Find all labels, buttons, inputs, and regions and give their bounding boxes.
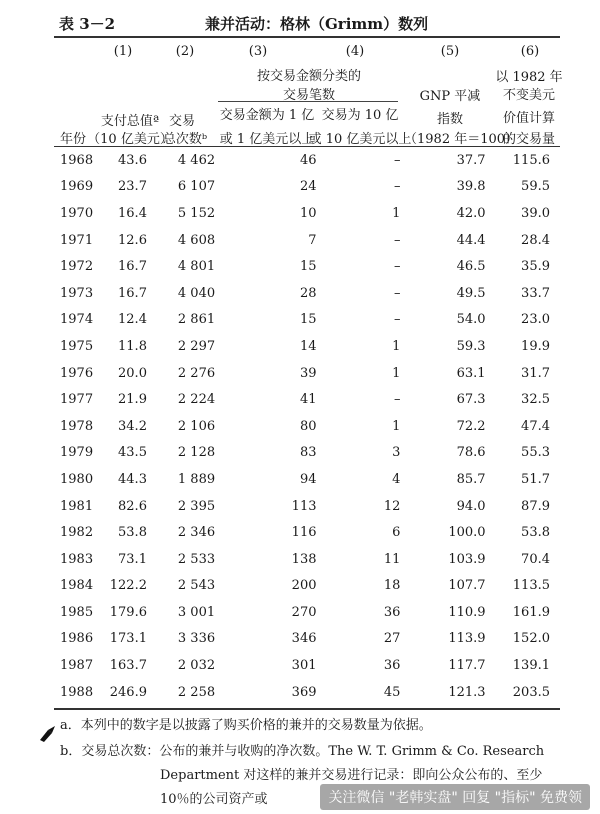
deals-100m-cell: 41 bbox=[299, 392, 317, 408]
constant-dollar-cell: 39.0 bbox=[521, 205, 550, 221]
constant-dollar-cell: 59.5 bbox=[521, 179, 550, 195]
count-cell: 6 107 bbox=[177, 179, 216, 195]
gnp-deflator-cell: 113.9 bbox=[448, 631, 486, 647]
count-cell: 2 276 bbox=[177, 365, 216, 381]
payment-cell: 34.2 bbox=[118, 418, 147, 434]
gnp-deflator-cell: 63.1 bbox=[456, 365, 486, 381]
deals-100m-cell: 46 bbox=[299, 152, 317, 168]
table-row bbox=[54, 386, 560, 413]
deals-100m-cell: 80 bbox=[299, 418, 317, 434]
gnp-deflator-cell: 117.7 bbox=[448, 658, 486, 674]
footnote-b-line1: b．交易总次数：公布的兼并与收购的净次数。The W. T. Grimm & Co. Research bbox=[60, 744, 545, 759]
deals-100m-cell: 28 bbox=[299, 285, 317, 301]
count-cell: 3 336 bbox=[177, 631, 216, 647]
table-row bbox=[54, 626, 560, 653]
year-cell: 1984 bbox=[60, 578, 94, 594]
table-row bbox=[54, 440, 560, 467]
year-cell: 1977 bbox=[60, 392, 94, 408]
constant-dollar-cell: 31.7 bbox=[521, 365, 550, 381]
deals-1b-cell: – bbox=[393, 392, 401, 408]
count-cell: 2 395 bbox=[177, 498, 216, 514]
payment-cell: 16.4 bbox=[118, 205, 147, 221]
constant-dollar-cell: 32.5 bbox=[521, 392, 550, 408]
gnp-deflator-cell: 37.7 bbox=[456, 152, 486, 168]
year-cell: 1981 bbox=[60, 498, 94, 514]
year-cell: 1968 bbox=[60, 152, 94, 168]
table-row bbox=[54, 227, 560, 254]
constant-dollar-cell: 115.6 bbox=[512, 152, 550, 168]
deals-100m-cell: 15 bbox=[299, 259, 317, 275]
col-number-1: (1) bbox=[113, 44, 133, 59]
col6-header-line3: 价值计算 bbox=[502, 111, 555, 126]
pen-cursor-icon bbox=[38, 724, 58, 744]
table-row bbox=[54, 466, 560, 493]
col3-header-line2: 或 1 亿美元以上 bbox=[219, 132, 315, 147]
table-row bbox=[54, 174, 560, 201]
year-cell: 1975 bbox=[60, 338, 94, 354]
deals-100m-cell: 346 bbox=[291, 631, 317, 647]
table-bottom-rule bbox=[54, 708, 560, 710]
deals-1b-cell: 1 bbox=[392, 418, 401, 434]
year-cell: 1973 bbox=[60, 285, 94, 301]
deals-1b-cell: 3 bbox=[392, 445, 401, 461]
gnp-deflator-cell: 78.6 bbox=[456, 445, 486, 461]
table-row bbox=[54, 307, 560, 334]
year-cell: 1985 bbox=[60, 604, 94, 620]
merger-data-table bbox=[54, 147, 560, 705]
table-row bbox=[54, 493, 560, 520]
year-cell: 1988 bbox=[60, 684, 94, 700]
gnp-deflator-cell: 49.5 bbox=[456, 285, 486, 301]
year-cell: 1974 bbox=[60, 312, 94, 328]
payment-cell: 82.6 bbox=[118, 498, 147, 514]
payment-cell: 21.9 bbox=[118, 392, 147, 408]
payment-cell: 43.6 bbox=[118, 152, 147, 168]
count-cell: 2 128 bbox=[177, 445, 216, 461]
deals-1b-cell: 36 bbox=[383, 658, 401, 674]
count-cell: 1 889 bbox=[177, 471, 216, 487]
constant-dollar-cell: 47.4 bbox=[521, 418, 550, 434]
count-cell: 2 258 bbox=[177, 684, 216, 700]
col6-header-line4: 的交易量 bbox=[502, 132, 555, 147]
count-cell: 4 040 bbox=[177, 285, 216, 301]
gnp-deflator-cell: 72.2 bbox=[456, 418, 486, 434]
col4-header-line1: 交易为 10 亿 bbox=[321, 108, 399, 123]
deals-100m-cell: 94 bbox=[299, 471, 317, 487]
deals-1b-cell: 1 bbox=[392, 338, 401, 354]
table-title: 兼并活动：格林（Grimm）数列 bbox=[205, 15, 429, 33]
payment-cell: 11.8 bbox=[118, 338, 147, 354]
deals-1b-cell: 36 bbox=[383, 604, 401, 620]
table-row bbox=[54, 573, 560, 600]
payment-cell: 23.7 bbox=[118, 179, 147, 195]
constant-dollar-cell: 55.3 bbox=[521, 445, 550, 461]
deals-100m-cell: 39 bbox=[299, 365, 317, 381]
table-row bbox=[54, 413, 560, 440]
deals-1b-cell: – bbox=[393, 259, 401, 275]
count-cell: 2 533 bbox=[177, 551, 216, 567]
deals-1b-cell: 18 bbox=[383, 578, 401, 594]
count-cell: 2 032 bbox=[177, 658, 216, 674]
footnote-b-line2: Department 对这样的兼并交易进行记录：即向公众公布的、至少 bbox=[160, 768, 543, 783]
deals-100m-cell: 138 bbox=[291, 551, 317, 567]
gnp-deflator-cell: 121.3 bbox=[448, 684, 486, 700]
deals-100m-cell: 301 bbox=[291, 658, 317, 674]
count-cell: 4 801 bbox=[177, 259, 216, 275]
constant-dollar-cell: 87.9 bbox=[521, 498, 550, 514]
payment-cell: 12.6 bbox=[118, 232, 147, 248]
table-row bbox=[54, 652, 560, 679]
table-row bbox=[54, 147, 560, 174]
gnp-deflator-cell: 110.9 bbox=[448, 604, 486, 620]
deals-100m-cell: 116 bbox=[291, 525, 317, 541]
col6-header-line2: 不变美元 bbox=[502, 88, 555, 103]
constant-dollar-cell: 203.5 bbox=[512, 684, 550, 700]
payment-cell: 12.4 bbox=[118, 312, 147, 328]
deals-100m-cell: 24 bbox=[299, 179, 317, 195]
table-row bbox=[54, 546, 560, 573]
payment-cell: 173.1 bbox=[109, 631, 147, 647]
constant-dollar-cell: 161.9 bbox=[512, 604, 550, 620]
gnp-deflator-cell: 85.7 bbox=[456, 471, 486, 487]
year-cell: 1976 bbox=[60, 365, 94, 381]
deals-1b-cell: 1 bbox=[392, 365, 401, 381]
deals-100m-cell: 369 bbox=[291, 684, 317, 700]
constant-dollar-cell: 35.9 bbox=[521, 259, 550, 275]
payment-cell: 16.7 bbox=[118, 259, 147, 275]
top-rule bbox=[54, 36, 560, 38]
gnp-deflator-cell: 46.5 bbox=[456, 259, 486, 275]
constant-dollar-cell: 19.9 bbox=[521, 338, 550, 354]
table-title-row bbox=[0, 13, 600, 33]
constant-dollar-cell: 28.4 bbox=[521, 232, 550, 248]
footnote-b-line3: 10％的公司资产或 bbox=[160, 792, 268, 807]
count-cell: 2 543 bbox=[177, 578, 216, 594]
constant-dollar-cell: 33.7 bbox=[521, 285, 550, 301]
payment-cell: 53.8 bbox=[118, 525, 147, 541]
payment-cell: 16.7 bbox=[118, 285, 147, 301]
payment-cell: 44.3 bbox=[118, 471, 147, 487]
deals-1b-cell: – bbox=[393, 312, 401, 328]
col-number-2: (2) bbox=[175, 44, 195, 59]
table-row bbox=[54, 333, 560, 360]
col2-header-line1: 交易 bbox=[168, 114, 195, 129]
col-number-6: (6) bbox=[520, 44, 540, 59]
deals-1b-cell: 11 bbox=[383, 551, 401, 567]
deals-1b-cell: 4 bbox=[392, 471, 401, 487]
constant-dollar-cell: 113.5 bbox=[512, 578, 550, 594]
payment-cell: 73.1 bbox=[118, 551, 147, 567]
year-cell: 1970 bbox=[60, 205, 94, 221]
table-row bbox=[54, 280, 560, 307]
col-number-4: (4) bbox=[345, 44, 365, 59]
group-header-underline bbox=[218, 101, 398, 102]
gnp-deflator-cell: 59.3 bbox=[456, 338, 486, 354]
col2-header-line2: 总次数ᵇ bbox=[162, 132, 208, 147]
col-number-3: (3) bbox=[248, 44, 268, 59]
footnote-a: a．本列中的数字是以披露了购买价格的兼并的交易数量为依据。 bbox=[60, 718, 432, 733]
gnp-deflator-cell: 54.0 bbox=[456, 312, 486, 328]
table-row bbox=[54, 253, 560, 280]
payment-cell: 122.2 bbox=[109, 578, 147, 594]
year-cell: 1979 bbox=[60, 445, 94, 461]
deals-100m-cell: 83 bbox=[299, 445, 317, 461]
deals-100m-cell: 7 bbox=[308, 232, 317, 248]
col1-header-line2: （10 亿美元） bbox=[87, 132, 173, 147]
col6-header-line1: 以 1982 年 bbox=[495, 70, 563, 85]
count-cell: 2 346 bbox=[177, 525, 216, 541]
year-cell: 1971 bbox=[60, 232, 94, 248]
gnp-deflator-cell: 39.8 bbox=[456, 179, 486, 195]
payment-cell: 20.0 bbox=[118, 365, 147, 381]
constant-dollar-cell: 23.0 bbox=[521, 312, 550, 328]
col5-header-line2: 指数 bbox=[436, 112, 463, 127]
deals-1b-cell: – bbox=[393, 152, 401, 168]
table-row bbox=[54, 599, 560, 626]
year-cell: 1978 bbox=[60, 418, 94, 434]
count-cell: 4 608 bbox=[177, 232, 216, 248]
count-cell: 2 861 bbox=[177, 312, 216, 328]
constant-dollar-cell: 53.8 bbox=[521, 525, 550, 541]
col5-header-line3: （1982 年＝100） bbox=[404, 132, 519, 147]
group-header-line1: 按交易金额分类的 bbox=[256, 69, 361, 84]
year-cell: 1972 bbox=[60, 259, 94, 275]
deals-1b-cell: 12 bbox=[383, 498, 401, 514]
gnp-deflator-cell: 44.4 bbox=[456, 232, 486, 248]
deals-100m-cell: 200 bbox=[291, 578, 317, 594]
deals-1b-cell: 6 bbox=[392, 525, 401, 541]
constant-dollar-cell: 51.7 bbox=[521, 471, 550, 487]
deals-1b-cell: – bbox=[393, 179, 401, 195]
deals-100m-cell: 270 bbox=[291, 604, 317, 620]
constant-dollar-cell: 70.4 bbox=[521, 551, 550, 567]
deals-1b-cell: 1 bbox=[392, 205, 401, 221]
deals-1b-cell: 27 bbox=[383, 631, 401, 647]
col-number-5: (5) bbox=[440, 44, 460, 59]
payment-cell: 246.9 bbox=[109, 684, 147, 700]
table-row bbox=[54, 360, 560, 387]
gnp-deflator-cell: 103.9 bbox=[448, 551, 486, 567]
table-row bbox=[54, 519, 560, 546]
count-cell: 2 224 bbox=[177, 392, 216, 408]
payment-cell: 163.7 bbox=[109, 658, 147, 674]
constant-dollar-cell: 152.0 bbox=[512, 631, 550, 647]
deals-1b-cell: 45 bbox=[383, 684, 401, 700]
col1-header-line1: 支付总值ª bbox=[100, 114, 160, 129]
deals-100m-cell: 10 bbox=[299, 205, 317, 221]
table-row bbox=[54, 200, 560, 227]
col5-header-line1: GNP 平减 bbox=[419, 89, 481, 104]
gnp-deflator-cell: 107.7 bbox=[448, 578, 486, 594]
year-cell: 1980 bbox=[60, 471, 94, 487]
gnp-deflator-cell: 67.3 bbox=[456, 392, 486, 408]
year-cell: 1969 bbox=[60, 179, 94, 195]
count-cell: 4 462 bbox=[177, 152, 216, 168]
col4-header-line2: 或 10 亿美元以上 bbox=[308, 132, 412, 147]
count-cell: 2 106 bbox=[177, 418, 216, 434]
gnp-deflator-cell: 100.0 bbox=[448, 525, 486, 541]
count-cell: 3 001 bbox=[177, 604, 216, 620]
payment-cell: 179.6 bbox=[109, 604, 147, 620]
year-cell: 1982 bbox=[60, 525, 94, 541]
year-cell: 1986 bbox=[60, 631, 94, 647]
table-row bbox=[54, 679, 560, 706]
count-cell: 5 152 bbox=[177, 205, 216, 221]
year-header: 年份 bbox=[59, 132, 86, 147]
col3-header-line1: 交易金额为 1 亿 bbox=[219, 108, 315, 123]
table-body bbox=[54, 147, 560, 705]
deals-100m-cell: 15 bbox=[299, 312, 317, 328]
deals-100m-cell: 14 bbox=[299, 338, 317, 354]
wechat-watermark: 关注微信 "老韩实盘" 回复 "指标" 免费领 bbox=[320, 784, 590, 810]
deals-1b-cell: – bbox=[393, 232, 401, 248]
deals-1b-cell: – bbox=[393, 285, 401, 301]
count-cell: 2 297 bbox=[177, 338, 216, 354]
table-number: 表 3－2 bbox=[59, 15, 116, 33]
year-cell: 1987 bbox=[60, 658, 94, 674]
deals-100m-cell: 113 bbox=[291, 498, 317, 514]
gnp-deflator-cell: 94.0 bbox=[456, 498, 486, 514]
gnp-deflator-cell: 42.0 bbox=[456, 205, 486, 221]
group-header-line2: 交易笔数 bbox=[282, 88, 335, 103]
constant-dollar-cell: 139.1 bbox=[512, 658, 550, 674]
payment-cell: 43.5 bbox=[118, 445, 147, 461]
year-cell: 1983 bbox=[60, 551, 94, 567]
